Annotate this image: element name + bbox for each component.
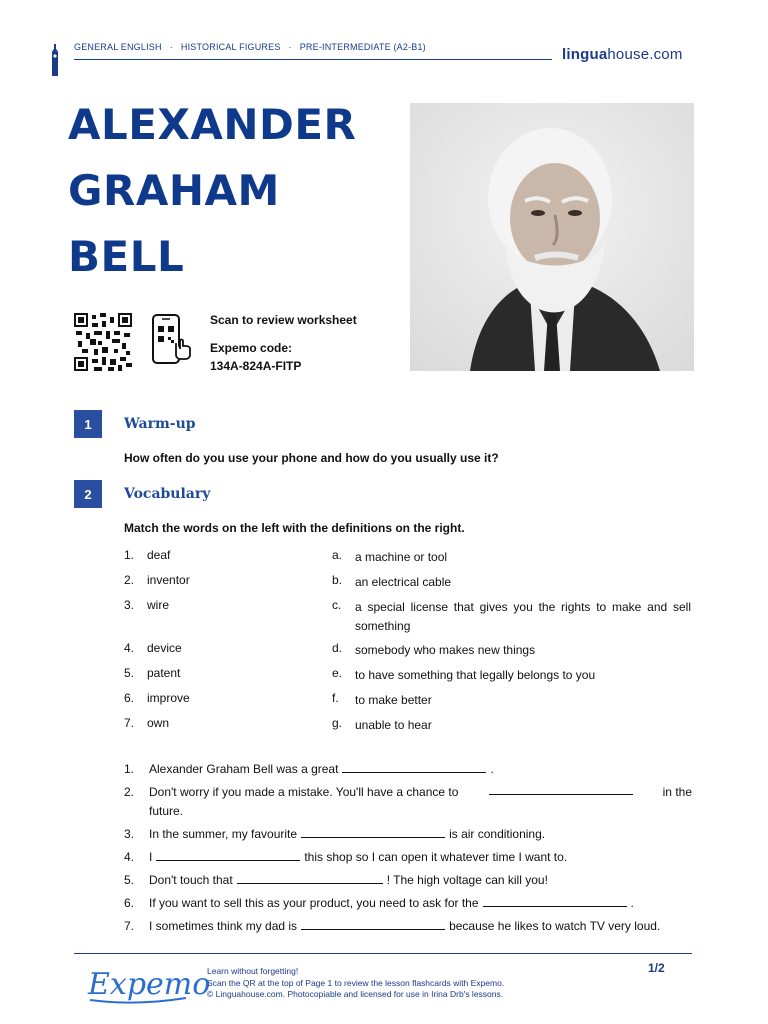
answer-blank[interactable]	[342, 761, 486, 773]
scan-info	[210, 312, 357, 374]
sentence-text: I sometimes think my dad is	[149, 919, 298, 933]
title-line: GRAHAM	[68, 166, 280, 215]
word-number: 7.	[124, 716, 135, 730]
sentence-row	[124, 871, 692, 890]
footer-copyright: © Linguahouse.com. Photocopiable and licensed for use in Irina Drb's lessons.	[207, 989, 504, 999]
vocab-word: own	[147, 716, 170, 730]
breadcrumb	[74, 42, 426, 52]
expemo-code: 134A-824A-FITP	[210, 359, 302, 373]
vocab-definition: unable to hear	[355, 718, 432, 732]
sentence-row	[124, 760, 692, 779]
footer-instruction: Scan the QR at the top of Page 1 to review the lesson flashcards with Expemo.	[207, 977, 505, 988]
breadcrumb-level: PRE-INTERMEDIATE (A2-B1)	[299, 42, 426, 52]
vocab-definition: a special license that gives you the rights to make and sell something	[355, 600, 691, 633]
sentence-row	[124, 825, 692, 844]
vocab-definition: to make better	[355, 693, 432, 707]
expemo-code-label: Expemo code:	[210, 341, 293, 355]
sentence-text: because he likes to watch TV very loud.	[449, 919, 661, 933]
sentence-number: 2.	[124, 785, 135, 799]
vocab-row	[124, 548, 692, 573]
answer-blank[interactable]	[489, 783, 633, 795]
sentence-text: If you want to sell this as your product, you need to ask for the	[149, 896, 479, 910]
sentence-text: is air conditioning.	[449, 827, 546, 841]
vocab-word: device	[147, 641, 182, 655]
answer-blank[interactable]	[156, 849, 300, 861]
footer-divider	[74, 953, 692, 954]
definition-letter: c.	[332, 598, 342, 612]
page-number: 1/2	[648, 961, 665, 975]
sentence-row	[124, 894, 692, 913]
section-number-2: 2	[74, 480, 102, 508]
brand-logo-bold: lingua	[562, 46, 608, 63]
vocab-definition: a machine or tool	[355, 550, 448, 564]
word-number: 1.	[124, 548, 135, 562]
sentence-row	[124, 917, 692, 936]
section-title-warm-up: Warm-up	[124, 416, 196, 432]
word-number: 4.	[124, 641, 135, 655]
title-line: ALEXANDER	[68, 100, 357, 149]
breadcrumb-historical-figures: HISTORICAL FIGURES	[180, 42, 281, 52]
answer-blank[interactable]	[237, 872, 383, 884]
vocab-word: improve	[147, 691, 190, 705]
vocab-word: deaf	[147, 548, 171, 562]
vocab-row	[124, 716, 692, 741]
answer-blank[interactable]	[483, 895, 627, 907]
answer-blank[interactable]	[301, 918, 445, 930]
sentence-text: .	[630, 896, 634, 910]
sentence-number: 3.	[124, 827, 135, 841]
answer-blank[interactable]	[301, 826, 445, 838]
gap-fill-sentences	[124, 760, 692, 940]
vocab-definition: somebody who makes new things	[355, 643, 536, 657]
big-ben-icon	[50, 44, 60, 76]
sentence-text: this shop so I can open it whatever time I want to.	[304, 850, 568, 864]
vocabulary-instruction: Match the words on the left with the definitions on the right.	[124, 521, 465, 535]
vocab-word: wire	[147, 598, 170, 612]
word-number: 5.	[124, 666, 135, 680]
definition-letter: a.	[332, 548, 343, 562]
vocab-word: inventor	[147, 573, 190, 587]
sentence-text: ! The high voltage can kill you!	[386, 873, 548, 887]
scan-label: Scan to review worksheet	[210, 313, 357, 327]
vocab-definition: to have something that legally belongs to you	[355, 668, 596, 682]
sentence-text: .	[490, 762, 494, 776]
page-title	[68, 92, 356, 290]
section-number-1: 1	[74, 410, 102, 438]
vocab-row	[124, 691, 692, 716]
vocab-row	[124, 573, 692, 598]
sentence-text: future.	[149, 804, 184, 818]
definition-letter: d.	[332, 641, 343, 655]
sentence-row	[124, 783, 692, 821]
breadcrumb-separator: ·	[288, 42, 292, 52]
definition-letter: b.	[332, 573, 343, 587]
section-title-vocabulary: Vocabulary	[124, 486, 211, 502]
sentence-number: 6.	[124, 896, 135, 910]
definition-letter: f.	[332, 691, 339, 705]
breadcrumb-separator: ·	[169, 42, 173, 52]
sentence-text: I	[149, 850, 153, 864]
warm-up-question: How often do you use your phone and how do you usually use it?	[124, 451, 499, 465]
vocab-word: patent	[147, 666, 181, 680]
sentence-number: 1.	[124, 762, 135, 776]
header-divider	[74, 59, 552, 60]
vocab-definition: an electrical cable	[355, 575, 452, 589]
sentence-text: Don't touch that	[149, 873, 233, 887]
word-number: 2.	[124, 573, 135, 587]
word-number: 6.	[124, 691, 135, 705]
footer-tagline: Learn without forgetting!	[207, 966, 299, 976]
expemo-logo	[86, 962, 211, 1008]
qr-code-icon	[74, 313, 132, 371]
sentence-number: 7.	[124, 919, 135, 933]
footer-notes	[207, 966, 504, 1001]
sentence-text: in the	[662, 785, 692, 799]
vocab-row	[124, 641, 692, 666]
breadcrumb-general-english: GENERAL ENGLISH	[74, 42, 162, 52]
phone-scan-icon	[150, 313, 192, 371]
vocabulary-match-list	[124, 548, 692, 741]
sentence-text: In the summer, my favourite	[149, 827, 298, 841]
brand-logo	[562, 46, 683, 63]
brand-logo-rest: house.com	[607, 46, 683, 63]
word-number: 3.	[124, 598, 135, 612]
title-line: BELL	[68, 232, 185, 281]
vocab-row	[124, 666, 692, 691]
definition-letter: e.	[332, 666, 343, 680]
portrait-photo	[410, 103, 694, 371]
sentence-number: 5.	[124, 873, 135, 887]
definition-letter: g.	[332, 716, 343, 730]
sentence-number: 4.	[124, 850, 135, 864]
sentence-row	[124, 848, 692, 867]
expemo-logo-text: Expemo	[88, 967, 211, 1002]
vocab-row	[124, 598, 692, 641]
sentence-text: Alexander Graham Bell was a great	[149, 762, 339, 776]
sentence-text: Don't worry if you made a mistake. You'll have a chance to	[149, 785, 459, 799]
